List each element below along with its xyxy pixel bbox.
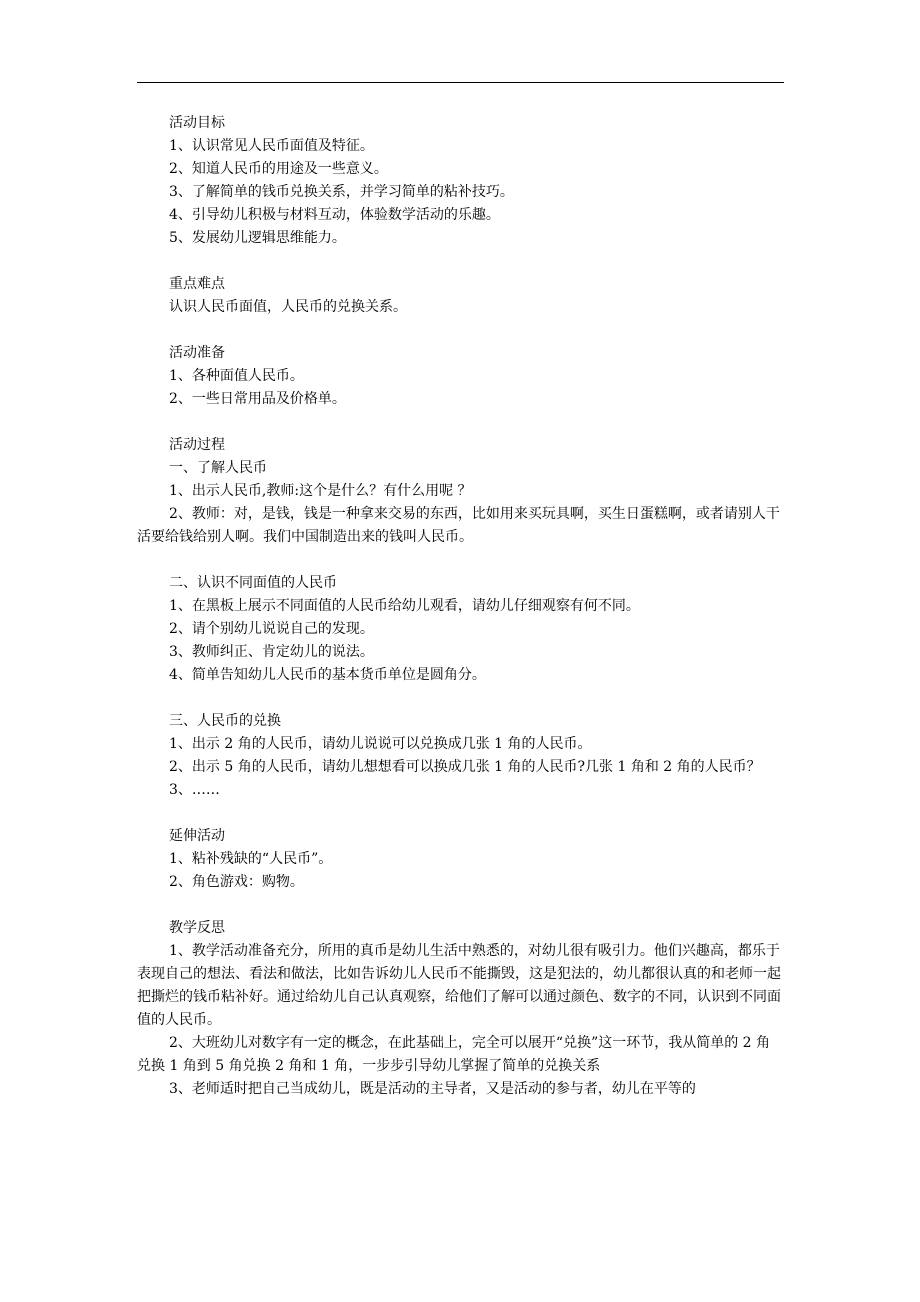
paragraph: 1、教学活动准备充分，所用的真币是幼儿生活中熟悉的，对幼儿很有吸引力。他们兴趣高，都乐于表现自己的想法、看法和做法，比如告诉幼儿人民币不能撕毁，这是犯法的，幼儿都很认真的和老师一起把撕烂的钱币粘补好。通过给幼儿自己认真观察，给他们了解可以通过颜色、数字的不同，认识到不同面值的人民币。 — [137, 943, 781, 1028]
list-item: 1、各种面值人民币。 — [169, 368, 304, 384]
paragraph: 2、大班幼儿对数字有一定的概念，在此基础上，完全可以展开“兑换”这一环节，我从简单的 2 角兑换 1 角到 5 角兑换 2 角和 1 角，一步步引导幼儿掌握了简单的兑换关系 — [137, 1035, 771, 1074]
document-body — [137, 112, 784, 1101]
list-item: 2、一些日常用品及价格单。 — [169, 391, 346, 407]
section-heading: 活动目标 — [169, 115, 225, 131]
list-item: 3、教师纠正、肯定幼儿的说法。 — [169, 644, 374, 660]
list-item: 3、了解简单的钱币兑换关系，并学习简单的粘补技巧。 — [169, 184, 514, 200]
list-item: 2、角色游戏：购物。 — [169, 874, 304, 890]
header-rule — [137, 82, 784, 83]
list-item: 2、知道人民币的用途及一些意义。 — [169, 161, 388, 177]
section-heading: 重点难点 — [169, 276, 225, 292]
section-heading: 活动过程 — [169, 437, 225, 453]
section-heading: 活动准备 — [169, 345, 225, 361]
list-item: 1、出示人民币,教师:这个是什么？有什么用呢 ？ — [169, 483, 472, 499]
section-heading: 三、人民币的兑换 — [169, 713, 281, 729]
list-item: 1、认识常见人民币面值及特征。 — [169, 138, 374, 154]
paragraph: 认识人民币面值，人民币的兑换关系。 — [169, 299, 407, 315]
section-heading: 二、认识不同面值的人民币 — [169, 575, 337, 591]
section-heading: 教学反思 — [169, 920, 225, 936]
paragraph: 3、老师适时把自己当成幼儿，既是活动的主导者，又是活动的参与者，幼儿在平等的 — [169, 1081, 696, 1097]
subsection-heading: 一、了解人民币 — [169, 460, 267, 476]
list-item: 1、在黑板上展示不同面值的人民币给幼儿观看，请幼儿仔细观察有何不同。 — [169, 598, 640, 614]
list-item: 4、引导幼儿积极与材料互动，体验数学活动的乐趣。 — [169, 207, 500, 223]
list-item: 2、出示 5 角的人民币，请幼儿想想看可以换成几张 1 角的人民币?几张 1 角和 2 角的人民币？ — [169, 759, 761, 775]
list-item: 1、粘补残缺的“人民币”。 — [169, 851, 333, 867]
list-item: 5、发展幼儿逻辑思维能力。 — [169, 230, 346, 246]
list-item: 4、简单告知幼儿人民币的基本货币单位是圆角分。 — [169, 667, 486, 683]
section-heading: 延伸活动 — [169, 828, 225, 844]
list-item: 3、…… — [169, 782, 220, 798]
list-item: 2、请个别幼儿说说自己的发现。 — [169, 621, 374, 637]
list-item: 1、出示 2 角的人民币，请幼儿说说可以兑换成几张 1 角的人民币。 — [169, 736, 592, 752]
list-item: 2、教师：对，是钱，钱是一种拿来交易的东西，比如用来买玩具啊，买生日蛋糕啊，或者请别人干活要给钱给别人啊。我们中国制造出来的钱叫人民币。 — [137, 506, 780, 545]
